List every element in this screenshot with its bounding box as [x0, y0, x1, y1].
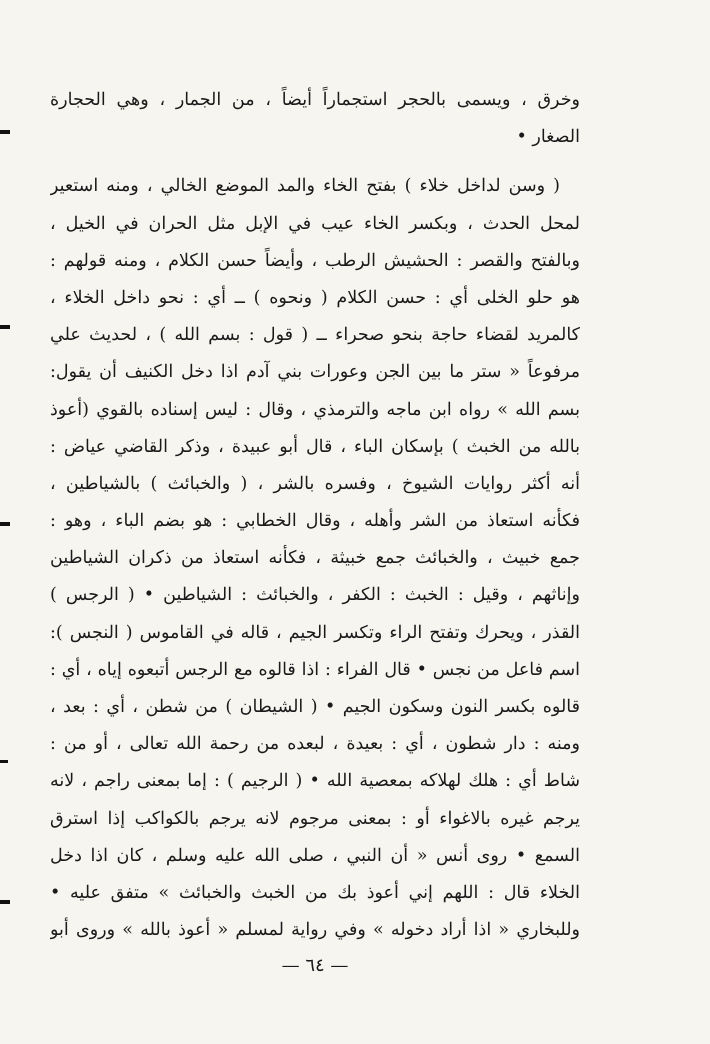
paragraph-gap — [50, 156, 580, 168]
page-number: — ٦٤ — — [281, 955, 349, 976]
text-line: الخلاء قال : اللهم إني أعوذ بك من الخبث والخبائث » متفق عليه • — [50, 882, 580, 903]
text-line: ومنه : دار شطون ، أي : بعيدة ، لبعده من رحمة الله تعالى ، أو من : — [50, 734, 580, 755]
text-line: وإناثهم ، وقيل : الخبث : الكفر ، والخبائث : الشياطين • ( الرجس ) — [50, 585, 580, 606]
text-line: مرفوعاً « ستر ما بين الجن وعورات بني آدم اذا دخل الكنيف أن يقول: — [50, 362, 580, 383]
text-line: جمع خبيث ، والخبائث جمع خبيثة ، فكأنه استعاذ من ذكران الشياطين — [50, 548, 580, 569]
text-line: هو حلو الخلى أي : حسن الكلام ( ونحوه ) ــ أي : نحو داخل الخلاء ، — [50, 287, 580, 308]
text-line: ( وسن لداخل خلاء ) بفتح الخاء والمد الموضع الخالي ، ومنه استعير — [50, 176, 560, 197]
text-line: وللبخاري « اذا أراد دخوله » وفي رواية لمسلم « أعوذ بالله » وروى أبو — [50, 920, 580, 941]
text-line: وبالفتح والقصر : الحشيش الرطب ، وأيضاً حسن الكلام ، ومنه قولهم : — [50, 250, 580, 271]
text-line: القذر ، ويحرك وتفتح الراء وتكسر الجيم ، قاله في القاموس ( النجس ): — [50, 622, 580, 643]
text-line: السمع • روى أنس « أن النبي ، صلى الله عليه وسلم ، كان اذا دخل — [50, 845, 580, 866]
text-line: كالمريد لقضاء حاجة بنحو صحراء ــ ( قول : بسم الله ) ، لحديث علي — [50, 325, 580, 346]
scan-edge-mark — [0, 325, 10, 329]
text-line: لمحل الحدث ، وبكسر الخاء عيب في الإبل مثل الحران في الخيل ، — [50, 213, 580, 234]
scan-edge-mark — [0, 760, 8, 763]
page-text — [50, 82, 580, 949]
text-line: قالوه بكسر النون وسكون الجيم • ( الشيطان ) من شطن ، أي : بعد ، — [50, 697, 580, 717]
text-line: اسم فاعل من نجس • قال الفراء : اذا قالوه مع الرجس أتبعوه إياه ، أي : — [50, 659, 580, 680]
text-line: الصغار • — [516, 127, 580, 148]
text-line: يرجم غيره بالاغواء أو : بمعنى مرجوم لانه يرجم بالكواكب إذا استرق — [50, 808, 580, 829]
scan-edge-mark — [0, 900, 10, 904]
text-line: فكأنه استعاذ من الشر وأهله ، وقال الخطابي : هو بضم الباء ، وهو : — [50, 511, 580, 532]
text-line: أنه أكثر روايات الشيوخ ، وفسره بالشر ، ( والخبائث ) بالشياطين ، — [50, 473, 580, 494]
text-line: بالله من الخبث ) بإسكان الباء ، قال أبو عبيدة ، وذكر القاضي عياض : — [50, 436, 580, 457]
text-line: بسم الله » رواه ابن ماجه والترمذي ، وقال : ليس إسناده بالقوي (أعوذ — [50, 399, 580, 420]
text-line: وخرق ، ويسمى بالحجر استجماراً أيضاً ، من الجمار ، وهي الحجارة — [50, 90, 580, 110]
scan-edge-mark — [0, 130, 10, 134]
text-line: شاط أي : هلك لهلاكه بمعصية الله • ( الرجيم ) : إما بمعنى راجم ، لانه — [50, 771, 580, 792]
scan-edge-mark — [0, 522, 10, 526]
